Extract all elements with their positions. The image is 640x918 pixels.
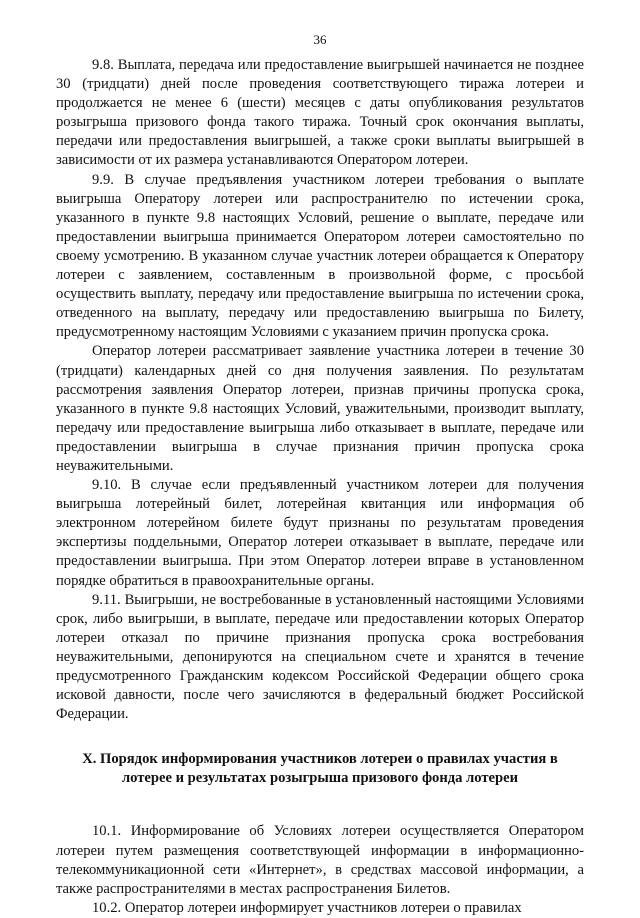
section-heading: X. Порядок информирования участников лотереи о правилах участия в лотерее и результатах розыгрыша призового фонда лотереи — [82, 751, 558, 787]
paragraph-10-2: 10.2. Оператор лотереи информирует участников лотереи о правилах — [92, 899, 522, 916]
paragraph-9-11: 9.11. Выигрыши, не востребованные в установленный настоящими Условиями срок, либо выигрыши, в выплате, передаче или предоставлении которых Оператор лотереи отказал по причине признания пропуска срока востребования неуважительными, депонируются на специальном счете и хранятся в течение предусмотренного Гражданским кодексом Российской Федерации общего срока исковой давности, после чего зачисляются в федеральный бюджет Российской Федерации. — [56, 591, 584, 723]
paragraph-9-10: 9.10. В случае если предъявленный участником лотереи для получения выигрыша лотерейный билет, лотерейная квитанция или информация об электронном лотерейном билете будут признаны по результатам проведения экспертизы поддельными, Оператор лотереи отказывает в выплате, передаче или предоставлении выигрыша. При этом Оператор лотереи вправе в установленном порядке обратиться в правоохранительные органы. — [56, 477, 584, 589]
document-body — [56, 56, 584, 918]
paragraph-10-1: 10.1. Информирование об Условиях лотереи осуществляется Оператором лотереи путем размещения соответствующей информации в информационно-телекоммуникационной сети «Интернет», в средствах массовой информации, а также распространителями в местах распространения Билетов. — [56, 823, 584, 897]
paragraph-9-9-continued: Оператор лотереи рассматривает заявление участника лотереи в течение 30 (тридцати) календарных дней со дня получения заявления. По результатам рассмотрения заявления Оператор лотереи, признав причины пропуска срока, указанного в пункте 9.8 настоящих Условий, уважительными, производит выплату, передачу или предоставление выигрыша либо отказывает в выплате, передаче или предоставлении выигрыша в случае признания причин пропуска срока неуважительными. — [56, 343, 584, 474]
paragraph-9-8: 9.8. Выплата, передача или предоставление выигрышей начинается не позднее 30 (тридцати) дней после проведения соответствующего тиража лотереи и продолжается не менее 6 (шести) месяцев с даты опубликования результатов розыгрыша призового фонда такого тиража. Точный срок окончания выплаты, передачи или предоставления выигрышей, а также сроки выплаты выигрышей в зависимости от их размера устанавливаются Оператором лотереи. — [56, 57, 584, 169]
paragraph-9-9: 9.9. В случае предъявления участником лотереи требования о выплате выигрыша Оператору лотереи или распространителю по истечении срока, указанного в пункте 9.8 настоящих Условий, решение о выплате, передаче или предоставлении выигрыша принимается Оператором лотереи самостоятельно по своему усмотрению. В указанном случае участник лотереи обращается к Оператору лотереи с заявлением, составленным в произвольной форме, с просьбой осуществить выплату, передачу или предоставление выигрыша по истечении срока, отведенного на выплату, передачу или предоставлению выигрыша по Билету, предусмотренному настоящим Условиями с указанием причин пропуска срока. — [56, 171, 584, 341]
page-number: 36 — [313, 32, 327, 47]
